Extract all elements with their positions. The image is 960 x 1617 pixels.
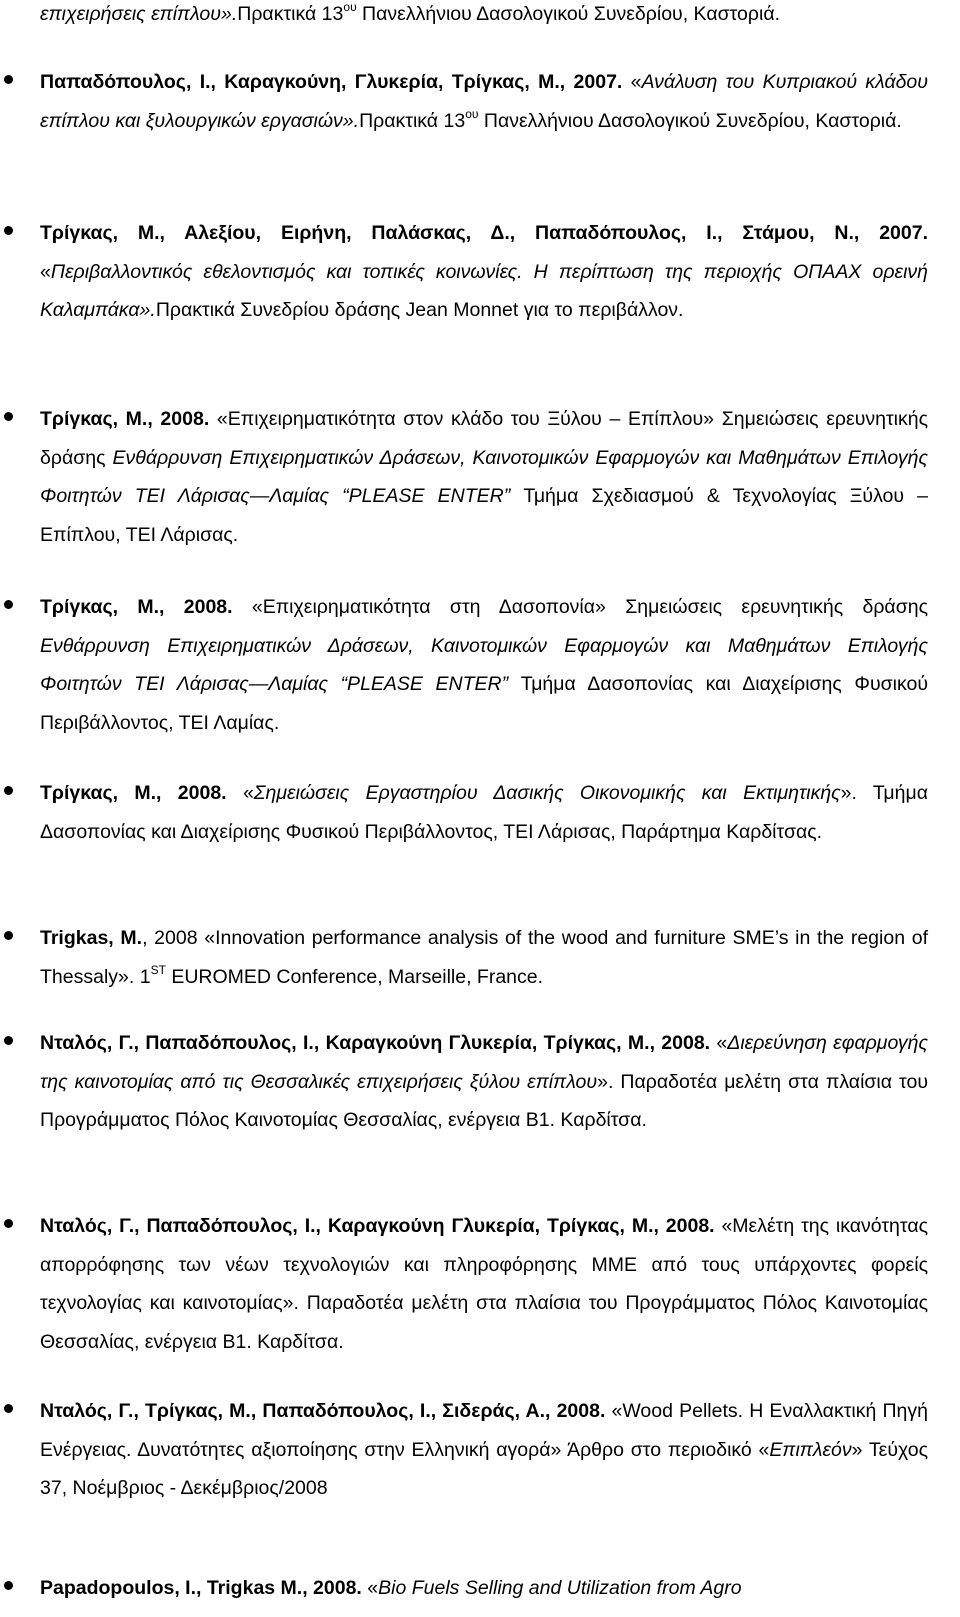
reference-text: Τμήμα Σχεδιασμού & Τεχνολογίας Ξύλου – Επίπλου, ΤΕΙ Λάρισας. — [40, 485, 928, 546]
reference-italic-text: Ενθάρρυνση Επιχειρηματικών Δράσεων, Καινοτομικών Εφαρμογών και Μαθημάτων Επιλογής Φοιτητών ΤΕΙ Λάρισας—Λαμίας “PLEASE ENTER” — [40, 446, 928, 507]
reference-text: EUROMED Conference, Marseille, France. — [165, 965, 544, 988]
reference-text: « — [226, 782, 254, 804]
reference-text: « — [710, 1032, 728, 1054]
reference-text: «Wood Pellets. Η Εναλλακτική Πηγή Ενέργειας. Δυνατότητες αξιοποίησης στην Ελληνική αγορά» Άρθρο στο περιοδικό « — [40, 1400, 928, 1461]
reference-text: « — [361, 1577, 379, 1599]
reference-italic-text: Σημειώσεις Εργαστηρίου Δασικής Οικονομικής και Εκτιμητικής — [253, 782, 841, 804]
bullet-marker — [4, 786, 13, 795]
reference-authors: Νταλός, Γ., Παπαδόπουλος, Ι., Καραγκούνη Γλυκερία, Τρίγκας, Μ., 2008. — [40, 1215, 715, 1237]
reference-text: «Μελέτη της ικανότητας απορρόφησης των νέων τεχνολογιών και πληροφόρησης ΜΜΕ από τους υπάρχοντες φορείς τεχνολογίας και καινοτομίας». Παραδοτέα μελέτη στα πλαίσια του Προγράμματος Πόλος Καινοτομίας Θεσσαλίας, ενέργεια Β1. Καρδίτσα. — [40, 1215, 928, 1353]
reference-text: Πανελλήνιου Δασολογικού Συνεδρίου, Καστοριά. — [356, 3, 781, 25]
reference-authors: Νταλός, Γ., Παπαδόπουλος, Ι., Καραγκούνη Γλυκερία, Τρίγκας, Μ., 2008. — [40, 1032, 711, 1054]
reference-text: » Τεύχος 37, Νοέμβριος - Δεκέμβριος/2008 — [40, 1438, 928, 1499]
reference-authors: Νταλός, Γ., Τρίγκας, Μ., Παπαδόπουλος, Ι., Σιδεράς, Α., 2008. — [40, 1400, 606, 1422]
bullet-marker — [4, 1581, 13, 1590]
reference-italic-text: Ανάλυση του Κυπριακού κλάδου επίπλου και ξυλουργικών εργασιών». — [40, 71, 928, 132]
reference-italic-text: Ενθάρρυνση Επιχειρηματικών Δράσεων, Καινοτομικών Εφαρμογών και Μαθημάτων Επιλογής Φοιτητών ΤΕΙ Λάρισας—Λαμίας “PLEASE ENTER” — [40, 634, 928, 695]
bullet-marker — [4, 412, 13, 421]
bullet-marker — [4, 1219, 13, 1228]
reference-authors: Trigkas, M. — [40, 927, 143, 949]
bullet-marker — [4, 1036, 13, 1045]
reference-text: Πρακτικά Συνεδρίου δράσης Jean Monnet για το περιβάλλον. — [155, 299, 684, 321]
reference-authors: Τρίγκας, Μ., 2008. — [40, 596, 233, 618]
reference-text: Τμήμα Δασοπονίας και Διαχείρισης Φυσικού Περιβάλλοντος, ΤΕΙ Λαμίας. — [40, 673, 929, 734]
bullet-marker — [4, 75, 13, 84]
superscript-text: ου — [343, 0, 357, 14]
reference-entry — [40, 400, 928, 554]
reference-text: , 2008 «Innovation performance analysis of the wood and furniture SME’s in the region of Thessaly». 1 — [40, 927, 928, 988]
reference-italic-text: επιχειρήσεις επίπλου». — [40, 3, 238, 25]
reference-text: ». Παραδοτέα μελέτη στα πλαίσια του Προγράμματος Πόλος Καινοτομίας Θεσσαλίας, ενέργεια Β1. Καρδίτσα. — [40, 1070, 928, 1131]
reference-authors: Τρίγκας, Μ., 2008. — [40, 782, 227, 804]
reference-authors: Papadopoulos, I., Trigkas M., 2008. — [40, 1577, 362, 1599]
reference-entry — [40, 1569, 928, 1608]
reference-italic-text: Bio Fuels Selling and Utilization from Agro — [378, 1577, 742, 1599]
reference-italic-text: Επιπλεόν — [769, 1438, 852, 1461]
reference-text: « — [40, 260, 51, 283]
bullet-marker — [4, 600, 13, 609]
reference-text: « — [622, 71, 642, 93]
reference-entry — [40, 1392, 928, 1508]
reference-text: ». Τμήμα Δασοπονίας και Διαχείρισης Φυσικού Περιβάλλοντος, ΤΕΙ Λάρισας, Παράρτημα Καρδίτσας. — [40, 782, 929, 843]
reference-entry — [40, 1207, 928, 1361]
reference-text: «Επιχειρηματικότητα στον κλάδο του Ξύλου – Επίπλου» Σημειώσεις ερευνητικής δράσης — [40, 408, 928, 469]
reference-text: Πρακτικά 13 — [237, 3, 344, 25]
superscript-text: ST — [150, 962, 166, 977]
bullet-marker — [4, 931, 13, 940]
reference-authors: Τρίγκας, Μ., 2008. — [40, 408, 210, 430]
reference-italic-text: Διερεύνηση εφαρμογής της καινοτομίας από τις Θεσσαλικές επιχειρήσεις ξύλου επίπλου — [40, 1032, 928, 1093]
bullet-marker — [4, 1404, 13, 1413]
reference-text: «Επιχειρηματικότητα στη Δασοπονία» Σημειώσεις ερευνητικής δράσης — [232, 596, 928, 618]
reference-text: Πανελλήνιου Δασολογικού Συνεδρίου, Καστοριά. — [478, 109, 902, 132]
reference-entry — [40, 919, 928, 996]
reference-entry — [40, 774, 928, 851]
reference-authors: Τρίγκας, Μ., Αλεξίου, Ειρήνη, Παλάσκας, Δ., Παπαδόπουλος, Ι., Στάμου, Ν., 2007. — [40, 222, 928, 244]
reference-entry — [40, 63, 928, 140]
reference-authors: Παπαδόπουλος, Ι., Καραγκούνη, Γλυκερία, Τρίγκας, Μ., 2007. — [40, 71, 623, 93]
reference-entry — [40, 214, 928, 330]
reference-continuation — [40, 0, 928, 34]
reference-italic-text: Περιβαλλοντικός εθελοντισμός και τοπικές κοινωνίες. Η περίπτωση της περιοχής ΟΠΑΑΧ ορεινή Καλαμπάκα». — [40, 260, 928, 321]
reference-entry — [40, 1024, 928, 1140]
reference-entry — [40, 588, 928, 742]
bullet-marker — [4, 226, 13, 235]
reference-text: Πρακτικά 13 — [359, 109, 466, 132]
superscript-text: ου — [465, 106, 479, 121]
